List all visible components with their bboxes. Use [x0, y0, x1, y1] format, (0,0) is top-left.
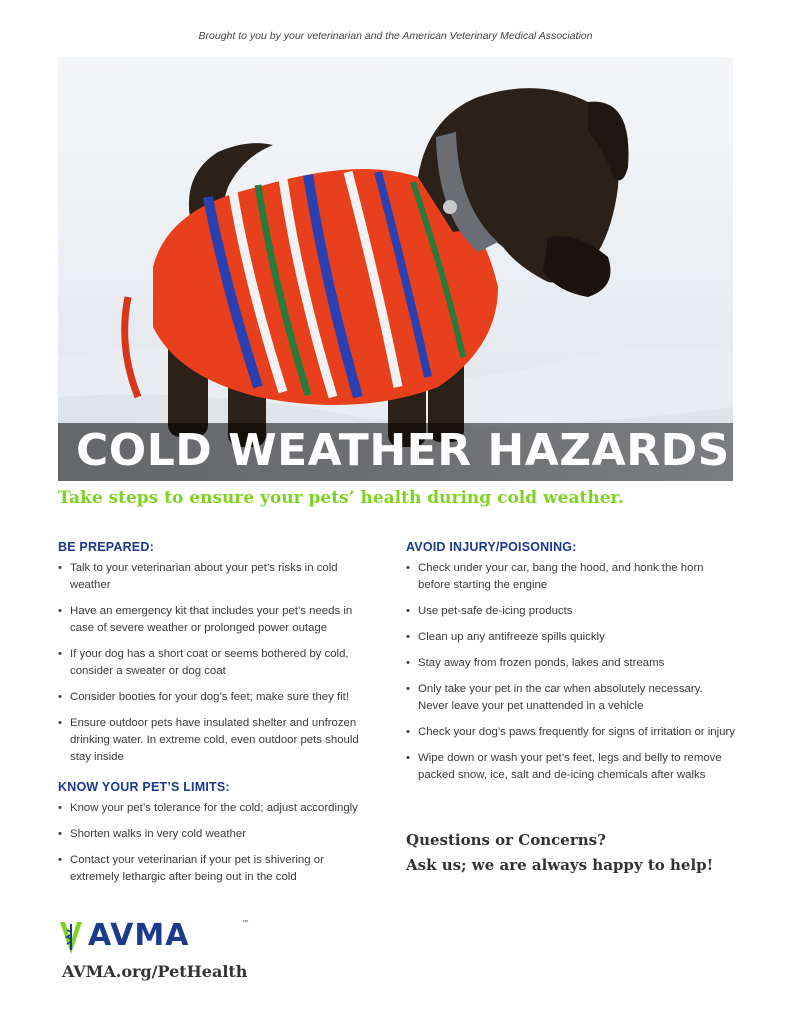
list-item: • Contact your veterinarian if your pet is shivering or extremely lethargic after being out in the cold — [58, 852, 373, 886]
list-item: • Use pet-safe de-icing products — [406, 603, 736, 620]
be-prepared-list — [58, 560, 373, 766]
page-title: COLD WEATHER HAZARDS — [76, 425, 730, 476]
left-column — [58, 540, 373, 900]
list-item: • If your dog has a short coat or seems bothered by cold, consider a sweater or dog coat — [58, 646, 373, 680]
trademark-symbol: ™ — [242, 920, 248, 926]
list-item: • Stay away from frozen ponds, lakes and streams — [406, 655, 736, 672]
hero-image — [58, 57, 733, 481]
list-item: • Consider booties for your dog’s feet; make sure they fit! — [58, 689, 373, 706]
list-item: • Shorten walks in very cold weather — [58, 826, 373, 843]
list-item: • Have an emergency kit that includes your pet’s needs in case of severe weather or prolonged power outage — [58, 603, 373, 637]
tagline: Take steps to ensure your pets’ health during cold weather. — [58, 488, 624, 508]
section-heading-avoid-injury: AVOID INJURY/POISONING: — [406, 540, 577, 554]
questions-line: Questions or Concerns? — [406, 831, 606, 849]
list-item: • Check under your car, bang the hood, and honk the horn before starting the engine — [406, 560, 736, 594]
dog-in-sweater-illustration — [58, 57, 733, 481]
section-heading-be-prepared: BE PREPARED: — [58, 540, 154, 554]
right-column — [406, 540, 736, 798]
hero-title-banner — [58, 423, 733, 481]
logo-text: AVMA — [88, 918, 190, 953]
list-item: • Know your pet’s tolerance for the cold; adjust accordingly — [58, 800, 373, 817]
know-limits-list — [58, 800, 373, 886]
list-item: • Clean up any antifreeze spills quickly — [406, 629, 736, 646]
list-item: • Check your dog’s paws frequently for signs of irritation or injury — [406, 724, 736, 741]
list-item: • Talk to your veterinarian about your pet’s risks in cold weather — [58, 560, 373, 594]
questions-callout — [406, 828, 736, 878]
list-item: • Wipe down or wash your pet’s feet, legs and belly to remove packed snow, ice, salt and de-icing chemicals after walks — [406, 750, 736, 784]
list-item: • Only take your pet in the car when absolutely necessary. Never leave your pet unattended in a vehicle — [406, 681, 736, 715]
avoid-injury-list — [406, 560, 736, 784]
section-heading-know-limits: KNOW YOUR PET’S LIMITS: — [58, 780, 230, 794]
help-line: Ask us; we are always happy to help! — [406, 856, 714, 874]
list-item: • Ensure outdoor pets have insulated shelter and unfrozen drinking water. In extreme cold, even outdoor pets should stay inside — [58, 715, 373, 766]
top-credit: Brought to you by your veterinarian and the American Veterinary Medical Association — [198, 30, 593, 42]
website-link[interactable]: AVMA.org/PetHealth — [62, 962, 248, 981]
caduceus-icon — [58, 920, 84, 956]
